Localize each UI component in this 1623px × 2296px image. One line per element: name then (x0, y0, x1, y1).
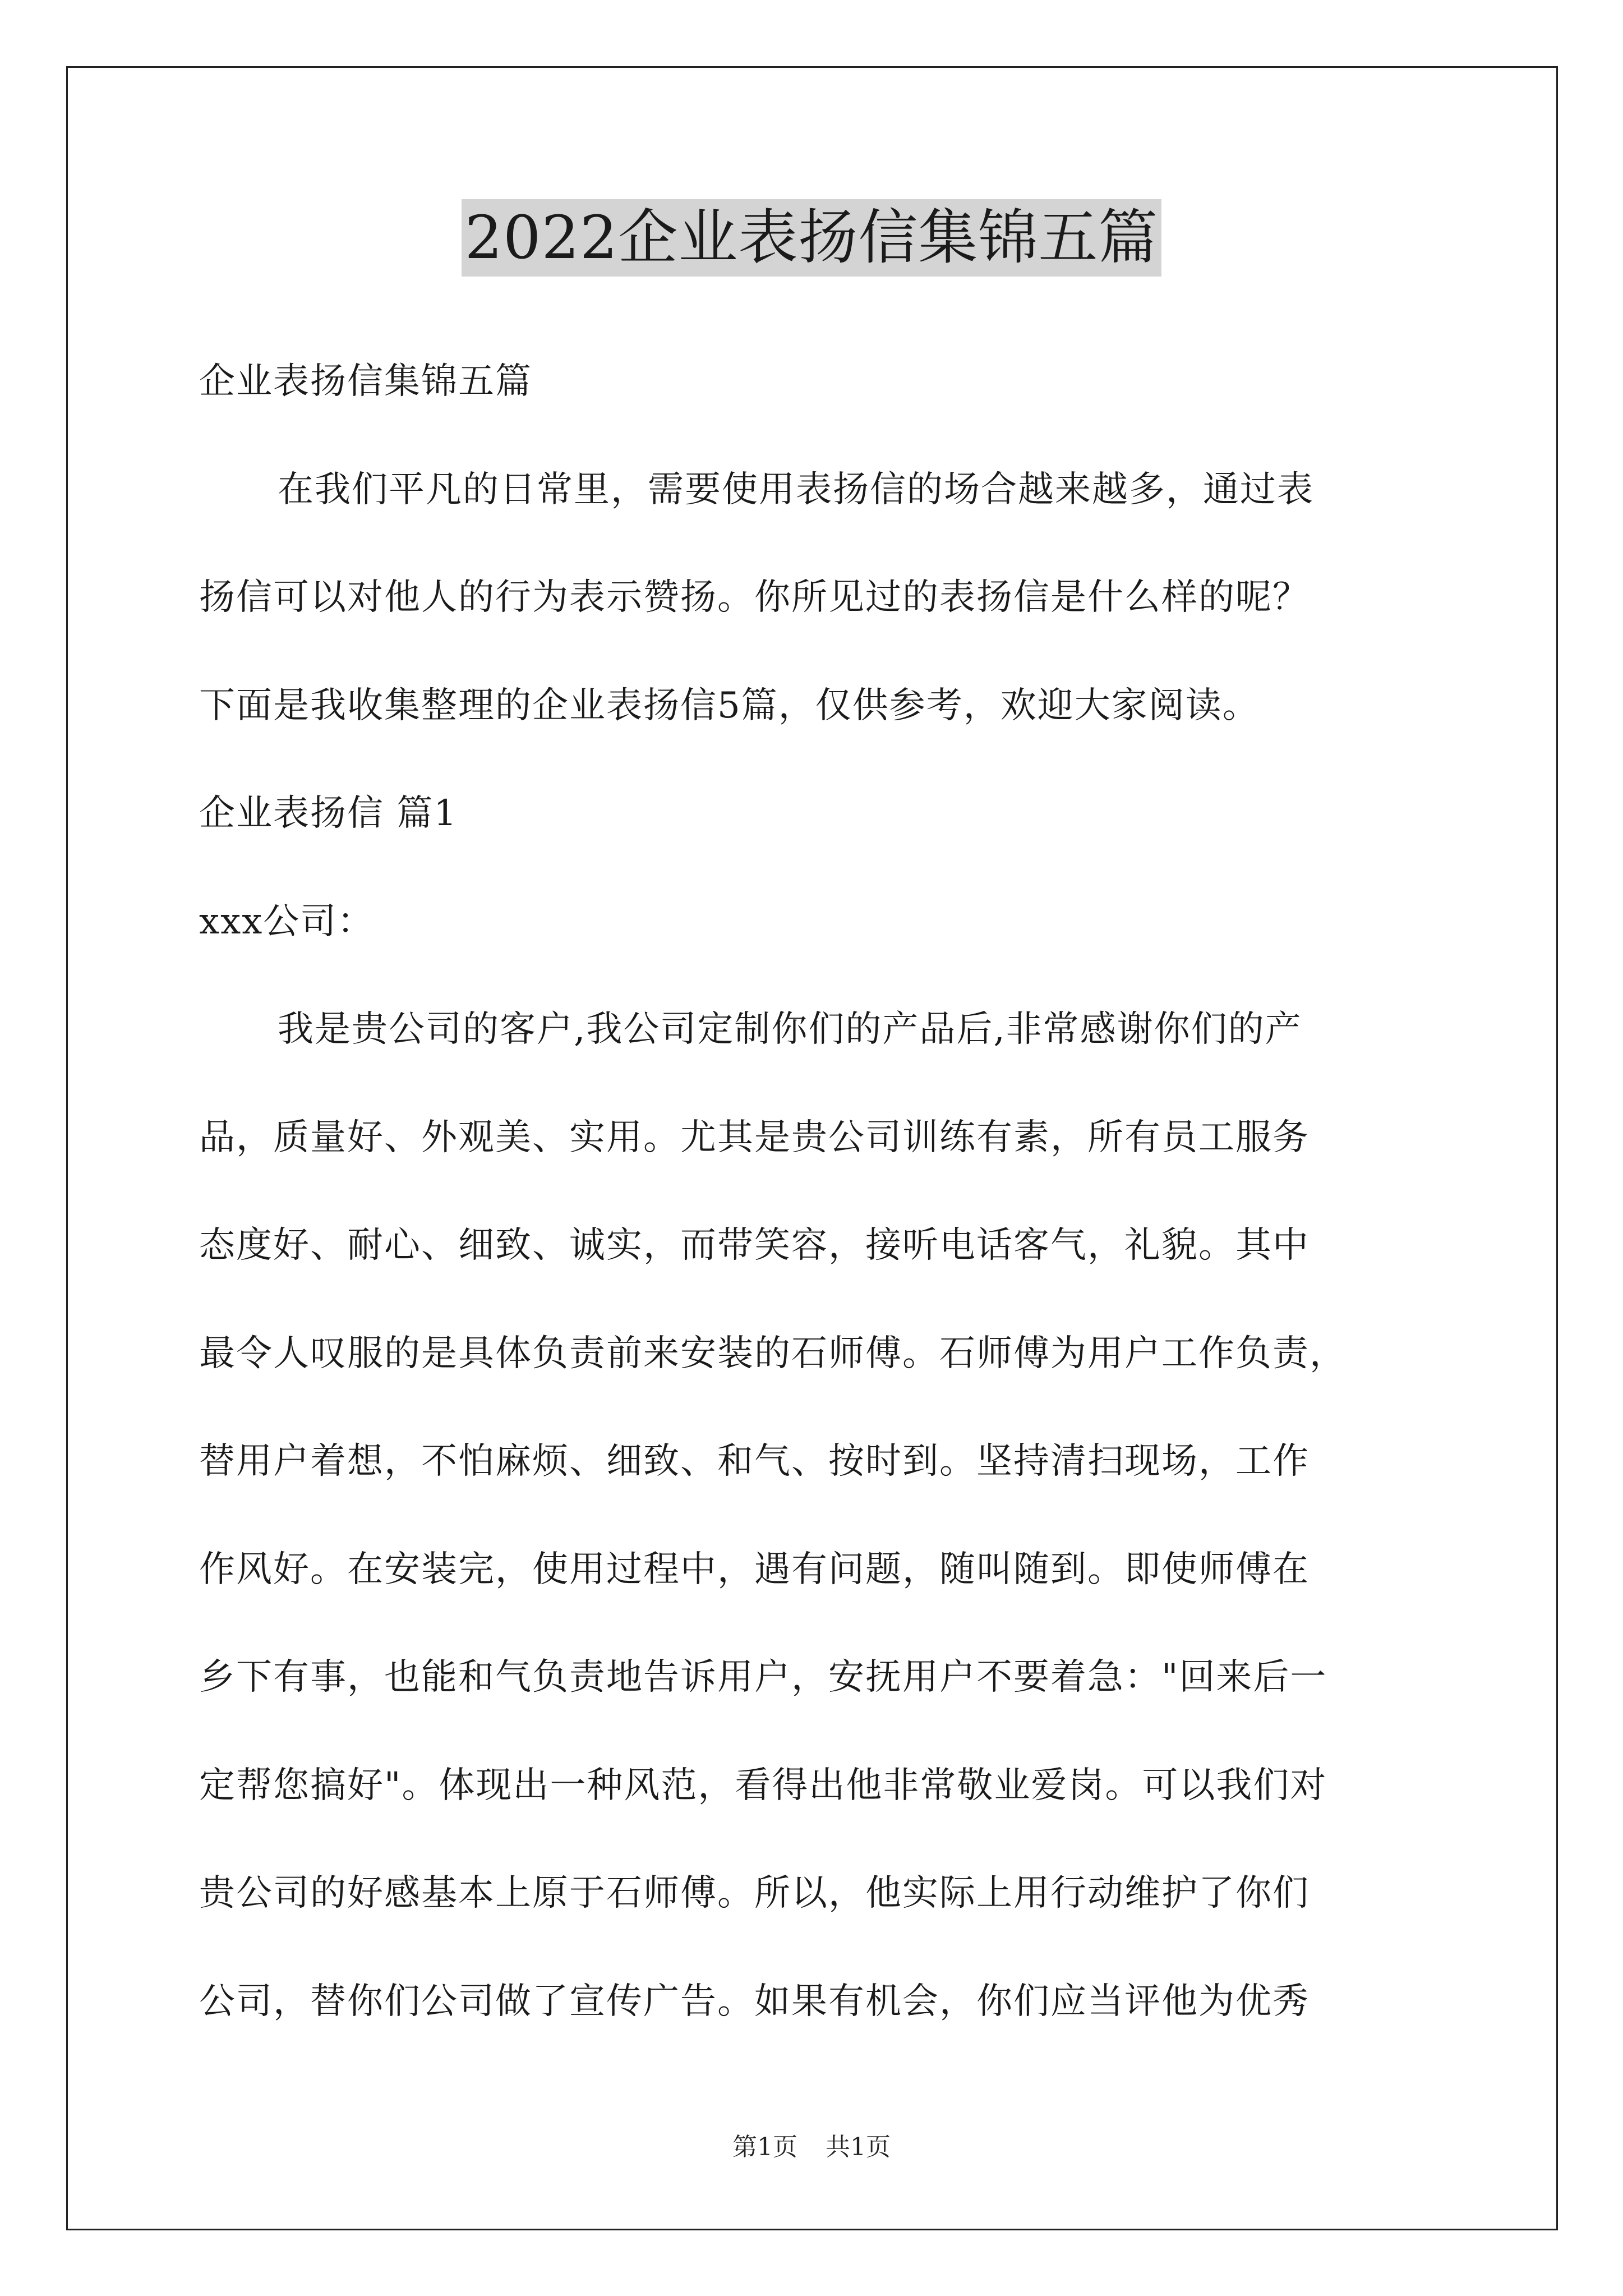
paragraph-line: 品，质量好、外观美、实用。尤其是贵公司训练有素，所有员工服务 (199, 1116, 1310, 1158)
paragraph-line: 替用户着想，不怕麻烦、细致、和气、按时到。坚持清扫现场，工作 (199, 1441, 1310, 1482)
page-number-current: 第1页 (732, 2133, 797, 2161)
subtitle-line: 企业表扬信集锦五篇 (199, 361, 532, 402)
paragraph-line: 最令人叹服的是具体负责前来安装的石师傅。石师傅为用户工作负责， (199, 1332, 1347, 1374)
paragraph-line: 扬信可以对他人的行为表示赞扬。你所见过的表扬信是什么样的呢？ (199, 577, 1310, 618)
section-heading: 企业表扬信 篇1 (199, 793, 458, 834)
page-number-total: 共1页 (826, 2133, 891, 2161)
paragraph-line: 在我们平凡的日常里，需要使用表扬信的场合越来越多，通过表 (278, 468, 1314, 510)
title-area (0, 199, 1623, 277)
paragraph-line: 公司，替你们公司做了宣传广告。如果有机会，你们应当评他为优秀 (199, 1980, 1310, 2022)
paragraph-line: 定帮您搞好"。体现出一种风范，看得出他非常敬业爱岗。可以我们对 (199, 1764, 1327, 1806)
paragraph-line: 态度好、耐心、细致、诚实，而带笑容，接听电话客气，礼貌。其中 (199, 1225, 1310, 1266)
paragraph-line: 我是贵公司的客户,我公司定制你们的产品后,非常感谢你们的产 (278, 1009, 1302, 1050)
paragraph-line: 乡下有事，也能和气负责地告诉用户，安抚用户不要着急："回来后一 (199, 1657, 1327, 1698)
document-title: 2022企业表扬信集锦五篇 (462, 199, 1162, 277)
paragraph-line: 下面是我收集整理的企业表扬信5篇，仅供参考，欢迎大家阅读。 (199, 684, 1260, 726)
paragraph-line: 贵公司的好感基本上原于石师傅。所以，他实际上用行动维护了你们 (199, 1872, 1310, 1914)
document-body (199, 348, 1461, 2076)
salutation-line: xxx公司： (199, 900, 375, 942)
paragraph-line: 作风好。在安装完，使用过程中，遇有问题，随叫随到。即使师傅在 (199, 1548, 1310, 1590)
page-footer (0, 2132, 1623, 2163)
